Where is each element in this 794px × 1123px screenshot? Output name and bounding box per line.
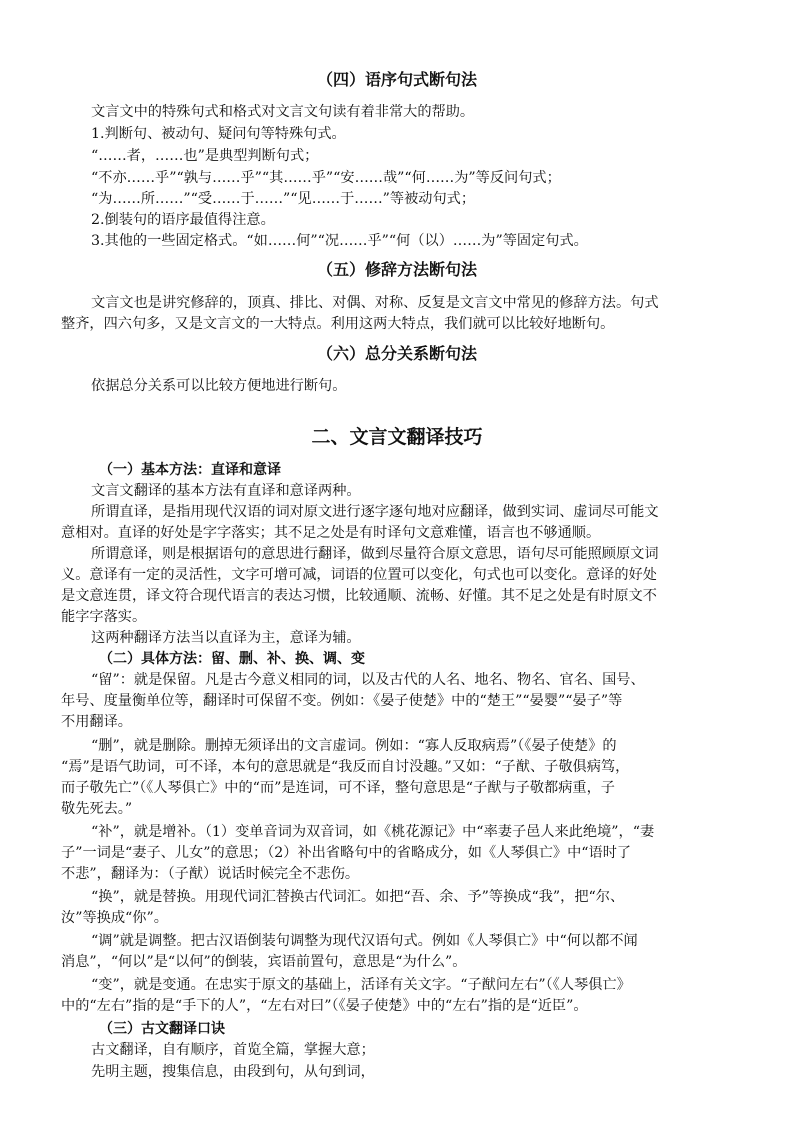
paragraph-line: 所谓直译，是指用现代汉语的词对原文进行逐字逐句地对应翻译，做到实词、虚词尽可能文 (91, 504, 659, 520)
part-title-translation: 二、文言文翻译技巧 (311, 426, 483, 448)
paragraph-line: 古文翻译，自有顺序，首览全篇，掌握大意； (91, 1042, 375, 1058)
paragraph-line: 先明主题，搜集信息，由段到句，从句到词， (91, 1064, 375, 1080)
paragraph-line: “留”：就是保留。凡是古今意义相同的词，以及古代的人名、地名、物名、官名、国号、 (91, 672, 645, 688)
subsection-heading-specific-method: （二）具体方法：留、删、补、换、调、变 (99, 651, 365, 667)
paragraph-line: “调”就是调整。把古汉语倒装句调整为现代汉语句式。例如《人琴俱亡》中“何以都不闻 (91, 933, 638, 949)
paragraph-line: “变”，就是变通。在忠实于原文的基础上，活译有关文字。“子猷问左右”（《人琴俱亡》 (91, 977, 631, 993)
paragraph-line: 依据总分关系可以比较方便地进行断句。 (91, 378, 347, 394)
subsection-heading-basic-method: （一）基本方法：直译和意译 (99, 462, 281, 478)
paragraph-line: “焉”是语气助词，可不译，本句的意思就是“我反而自讨没趣。”又如：“子猷、子敬俱病笃， (61, 759, 630, 775)
paragraph-line: 意相对。直译的好处是字字落实；其不足之处是有时译句文意难懂，语言也不够通顺。 (61, 525, 601, 541)
paragraph-line: “补”，就是增补。（1）变单音词为双音词，如《桃花源记》中“率妻子邑人来此绝境”，“妻 (91, 824, 655, 840)
paragraph-line: 义。意译有一定的灵活性，文字可增可减，词语的位置可以变化，句式也可以变化。意译的好处 (61, 567, 657, 583)
paragraph-line: 文言文也是讲究修辞的，顶真、排比、对偶、对称、反复是文言文中常见的修辞方法。句式 (91, 295, 659, 311)
paragraph-line: 敬先死去。” (61, 801, 133, 817)
paragraph-line: 不悲”，翻译为：（子猷）说话时候完全不悲伤。 (61, 866, 360, 882)
paragraph-line: 而子敬先亡”（《人琴俱亡》中的“而”是连词，可不译，整句意思是“子猷与子敬都病重，子 (61, 780, 615, 796)
paragraph-line: 不用翻译。 (61, 714, 132, 730)
section-title-total-part: （六）总分关系断句法 (316, 344, 477, 363)
paragraph-line: 这两种翻译方法当以直译为主，意译为辅。 (91, 630, 361, 646)
paragraph-line: 汝”等换成“你”。 (61, 910, 168, 926)
section-title-rhetoric: （五）修辞方法断句法 (316, 260, 477, 279)
paragraph-line: “换”，就是替换。用现代词汇替换古代词汇。如把“吾、余、予”等换成“我”，把“尔、 (91, 889, 625, 905)
paragraph-line: “为……所……”“受……于……”“见……于……”等被动句式； (91, 191, 476, 207)
section-title-word-order: （四）语序句式断句法 (316, 70, 477, 89)
paragraph-line: 消息”，“何以”是“以何”的倒装，宾语前置句，意思是“为什么”。 (61, 954, 467, 970)
paragraph-line: 3.其他的一些固定格式。“如……何”“况……乎”“何（以）……为”等固定句式。 (91, 233, 588, 249)
paragraph-line: 能字字落实。 (61, 609, 147, 625)
paragraph-line: 文言文翻译的基本方法有直译和意译两种。 (91, 483, 361, 499)
paragraph-line: 子”一词是“妻子、儿女”的意思；（2）补出省略句中的省略成分，如《人琴俱亡》中“语时了 (61, 845, 632, 861)
paragraph-line: “不亦……乎”“孰与……乎”“其……乎”“安……哉”“何……为”等反问句式； (91, 170, 561, 186)
paragraph-line: 所谓意译，则是根据语句的意思进行翻译，做到尽量符合原文意思，语句尽可能照顾原文词 (91, 546, 659, 562)
paragraph-line: “删”，就是删除。删掉无须译出的文言虚词。例如：“寡人反取病焉”（《晏子使楚》的 (91, 738, 617, 754)
paragraph-line: 1.判断句、被动句、疑问句等特殊句式。 (91, 126, 346, 142)
paragraph-line: 是文意连贯，译文符合现代语言的表达习惯，比较通顺、流畅、好懂。其不足之处是有时原文不 (61, 588, 657, 604)
paragraph-line: 文言文中的特殊句式和格式对文言文句读有着非常大的帮助。 (91, 104, 475, 120)
subsection-heading-translation-rhyme: （三）古文翻译口诀 (99, 1021, 225, 1037)
paragraph-line: 整齐，四六句多，又是文言文的一大特点。利用这两大特点，我们就可以比较好地断句。 (61, 316, 615, 332)
paragraph-line: 2.倒装句的语序最值得注意。 (91, 212, 275, 228)
paragraph-line: 年号、度量衡单位等，翻译时可保留不变。例如：《晏子使楚》中的“楚王”“晏婴”“晏子”等 (61, 693, 623, 709)
paragraph-line: 中的“左右”指的是“手下的人”，“左右对曰”（《晏子使楚》中的“左右”指的是“近臣”。 (61, 998, 588, 1014)
paragraph-line: “……者，……也”是典型判断句式； (91, 148, 319, 164)
